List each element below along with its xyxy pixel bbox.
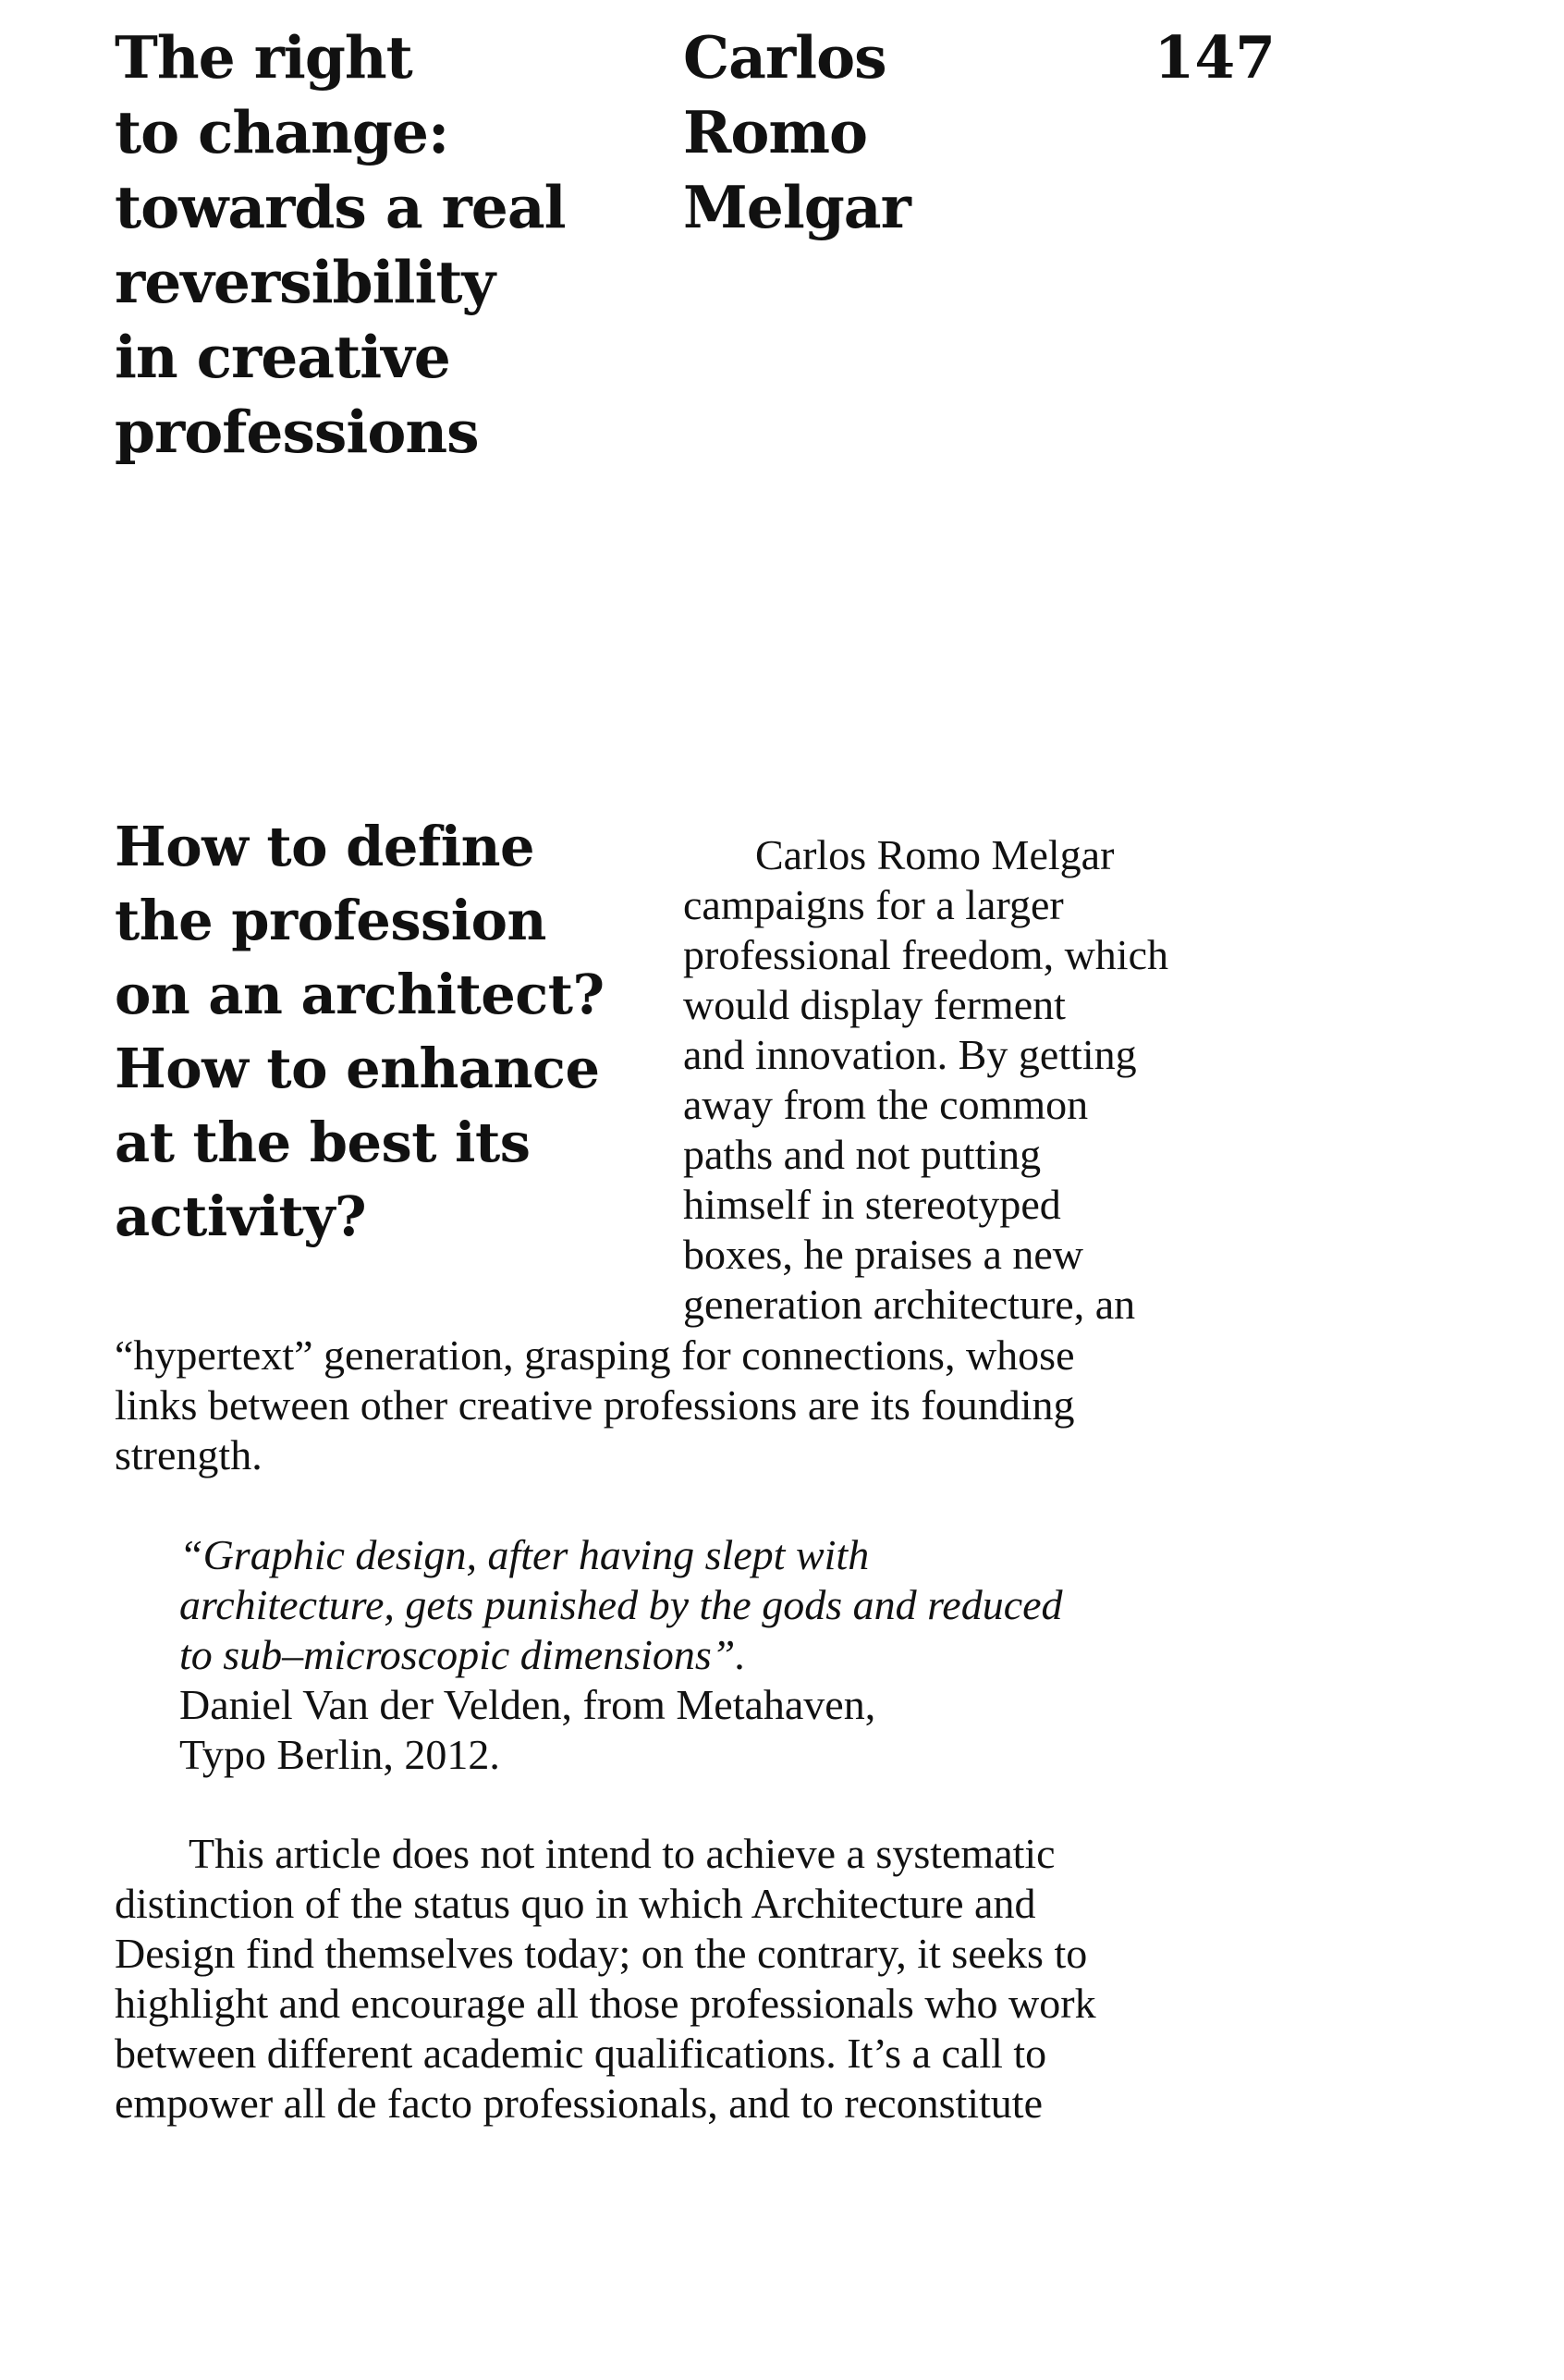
body-line: This article does not intend to achieve a systematic <box>189 1830 1056 1877</box>
intro-line: himself in stereotyped <box>683 1181 1061 1228</box>
title-line: towards a real <box>115 173 566 241</box>
page-number: 147 <box>1154 23 1276 92</box>
intro-line: and innovation. By getting <box>683 1031 1137 1078</box>
quote-line: “Graphic design, after having slept with <box>179 1531 870 1578</box>
quote-line: to sub–microscopic dimensions”. <box>179 1631 746 1678</box>
intro-paragraph-continued <box>115 1331 1279 1480</box>
question-line: activity? <box>115 1184 367 1248</box>
article-body <box>115 1829 1279 2129</box>
question-line: How to define <box>115 815 535 878</box>
intro-line: boxes, he praises a new <box>683 1231 1084 1278</box>
question-line: at the best its <box>115 1110 531 1174</box>
intro-line: “hypertext” generation, grasping for connections, whose <box>115 1331 1075 1379</box>
epigraph-quote <box>179 1530 1242 1780</box>
quote-attribution: Daniel Van der Velden, from Metahaven, <box>179 1681 876 1728</box>
intro-line: away from the common <box>683 1081 1089 1128</box>
intro-paragraph <box>683 830 1256 1330</box>
author-line: Romo <box>683 98 868 166</box>
intro-line: paths and not putting <box>683 1131 1042 1178</box>
intro-line: campaigns for a larger <box>683 881 1064 928</box>
intro-line: Carlos Romo Melgar <box>755 831 1115 878</box>
title-line: to change: <box>115 98 449 166</box>
body-line: highlight and encourage all those professionals who work <box>115 1980 1096 2027</box>
question-line: How to enhance <box>115 1037 600 1100</box>
lead-questions <box>115 810 632 1254</box>
question-line: the profession <box>115 889 546 952</box>
body-line: distinction of the status quo in which Architecture and <box>115 1880 1036 1927</box>
body-line: between different academic qualifications. It’s a call to <box>115 2030 1047 2077</box>
author-name <box>683 20 1053 245</box>
quote-line: architecture, gets punished by the gods and reduced <box>179 1581 1063 1628</box>
author-line: Carlos <box>683 23 886 92</box>
quote-attribution: Typo Berlin, 2012. <box>179 1731 500 1778</box>
intro-line: professional freedom, which <box>683 931 1169 978</box>
intro-line: would display ferment <box>683 981 1066 1028</box>
intro-line: generation architecture, an <box>683 1281 1136 1328</box>
title-line: in creative <box>115 323 450 391</box>
title-line: The right <box>115 23 412 92</box>
body-line: Design find themselves today; on the contrary, it seeks to <box>115 1930 1088 1977</box>
intro-line: links between other creative professions are its founding <box>115 1381 1075 1429</box>
title-line: professions <box>115 398 479 466</box>
body-line: empower all de facto professionals, and to reconstitute <box>115 2079 1044 2127</box>
author-line: Melgar <box>683 173 910 241</box>
article-title <box>115 20 632 470</box>
intro-line: strength. <box>115 1431 263 1478</box>
title-line: reversibility <box>115 248 495 316</box>
question-line: on an architect? <box>115 963 605 1026</box>
